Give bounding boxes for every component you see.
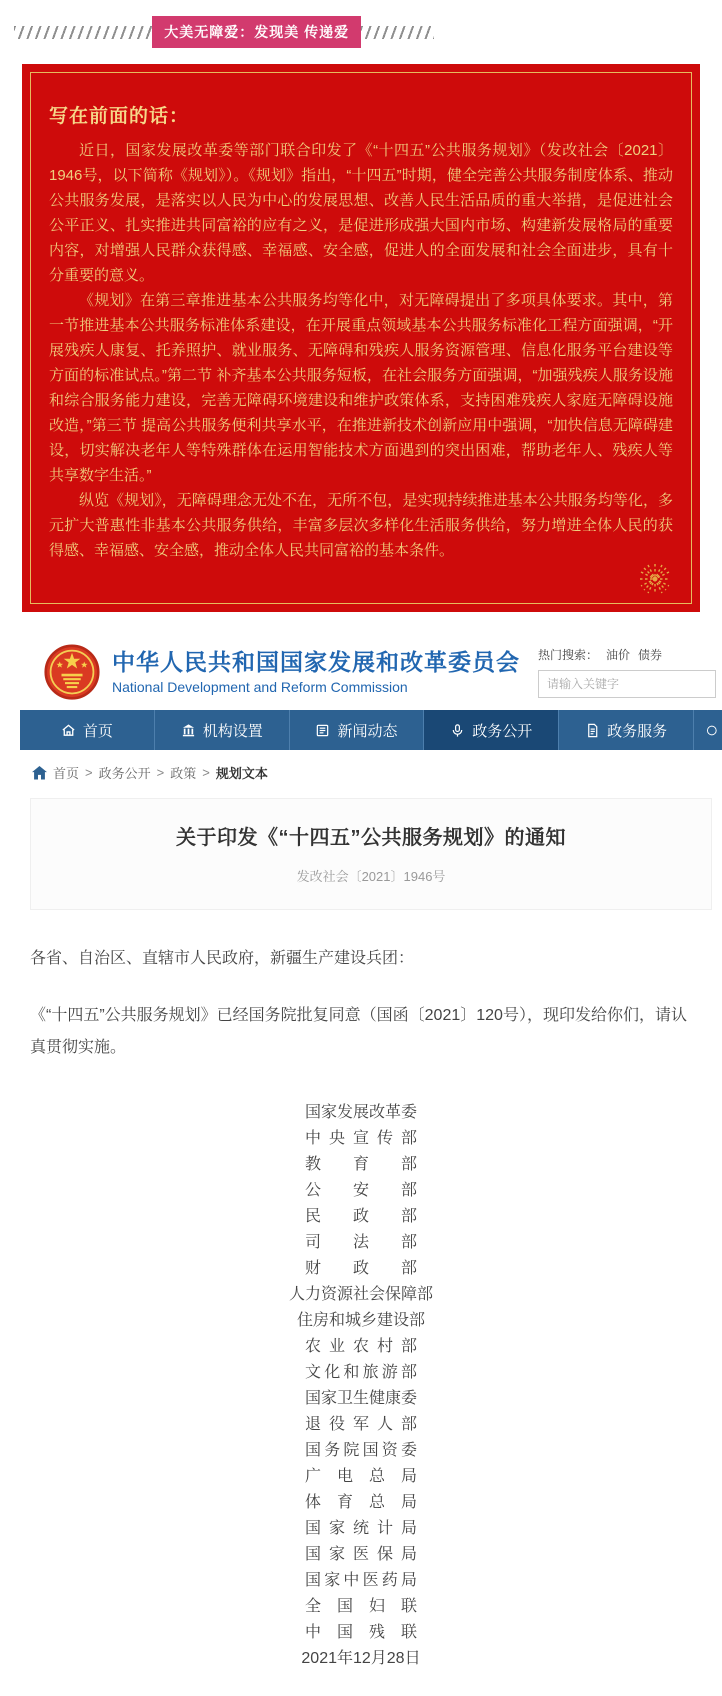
hot-search-label: 热门搜索： bbox=[538, 648, 599, 662]
breadcrumb-policy[interactable]: 政策 bbox=[170, 766, 197, 781]
signatory: 财 政 部 bbox=[305, 1260, 417, 1277]
signatory: 国 家 医 保 局 bbox=[305, 1546, 417, 1563]
salutation: 各省、自治区、直辖市人民政府，新疆生产建设兵团： bbox=[30, 950, 415, 967]
signatory: 国家卫生健康委 bbox=[304, 1390, 417, 1407]
breadcrumb-current: 规划文本 bbox=[215, 766, 268, 781]
foreword-paragraph: 近日，国家发展改革委等部门联合印发了《“十四五”公共服务规划》（发改社会〔2021〕1946号，以下简称《规划》）。《规划》指出，“十四五”时期，健全完善公共服务制度体系、推动公共服务发展，是落实以人民为中心的发展思想、改善人民生活品质的重大举措，是促进社会公平正义、扎实推进共同富裕的应有之义，是促进形成强大国内市场、构建新发展格局的重要内容，对增强人民群众获得感、幸福感、安全感，促进人的全面发展和社会全面进步，具有十分重要的意义。 bbox=[49, 142, 673, 284]
foreword-paragraph: 纵览《规划》，无障碍理念无处不在，无所不包，是实现持续推进基本公共服务均等化，多元扩大普惠性非基本公共服务供给，丰富多层次多样化生活服务供给，努力增进全体人民的获得感、幸福感、安全感，推动全体人民共同富裕的基本条件。 bbox=[49, 492, 673, 559]
breadcrumb-separator: > bbox=[156, 765, 165, 780]
breadcrumb-separator: > bbox=[202, 765, 210, 780]
site-title-en: National Development and Reform Commission bbox=[112, 678, 408, 695]
site-titles bbox=[112, 649, 520, 695]
nav-item-clipped[interactable] bbox=[693, 710, 722, 750]
signatory: 文化和旅游部 bbox=[305, 1364, 417, 1381]
signature-date: 2021年12月28日 bbox=[301, 1650, 421, 1667]
ndrc-site bbox=[20, 638, 722, 910]
nav-item-gov-service[interactable] bbox=[558, 710, 693, 750]
nav-item-home[interactable] bbox=[20, 710, 154, 750]
signatory: 国家发展改革委 bbox=[304, 1104, 417, 1121]
nav-label: 政务服务 bbox=[607, 722, 668, 740]
nav-label: 首页 bbox=[82, 722, 113, 740]
signatory: 国家中医药局 bbox=[305, 1572, 417, 1589]
foreword-inner-border bbox=[30, 72, 692, 604]
article-title: 关于印发《“十四五”公共服务规划》的通知 bbox=[176, 827, 566, 849]
signatory: 退 役 军 人 部 bbox=[305, 1416, 417, 1433]
hot-search-term[interactable]: 债券 bbox=[638, 648, 663, 662]
document-icon bbox=[585, 723, 600, 738]
signatory: 全 国 妇 联 bbox=[305, 1598, 417, 1615]
institution-icon bbox=[181, 723, 196, 738]
nav-item-gov-open[interactable] bbox=[423, 710, 558, 750]
breadcrumb-gov-open[interactable]: 政务公开 bbox=[98, 766, 151, 781]
main-nav bbox=[20, 710, 722, 750]
document-number: 发改社会〔2021〕1946号 bbox=[296, 869, 446, 884]
hatch-stripes-left bbox=[14, 26, 152, 39]
signatory: 人力资源社会保障部 bbox=[288, 1286, 433, 1303]
circle-icon bbox=[706, 723, 722, 738]
signatories-list bbox=[30, 1100, 692, 1672]
nav-label: 机构设置 bbox=[202, 722, 263, 740]
signatory: 体 育 总 局 bbox=[305, 1494, 417, 1511]
nav-item-institutions[interactable] bbox=[154, 710, 289, 750]
signatory: 国务院国资委 bbox=[305, 1442, 417, 1459]
foreword-title: 写在前面的话： bbox=[49, 106, 190, 127]
breadcrumb-separator: > bbox=[85, 765, 93, 780]
signatory: 中 国 残 联 bbox=[305, 1624, 417, 1641]
header-search-area bbox=[538, 646, 722, 698]
foreword-box bbox=[22, 64, 700, 612]
hot-search bbox=[538, 646, 716, 663]
mic-icon bbox=[450, 723, 465, 738]
signatory: 住房和城乡建设部 bbox=[296, 1312, 425, 1329]
nav-label: 新闻动态 bbox=[337, 722, 398, 740]
signatory: 中 央 宣 传 部 bbox=[305, 1130, 417, 1147]
foreword-paragraph: 《规划》在第三章推进基本公共服务均等化中，对无障碍提出了多项具体要求。其中，第一节推进基本公共服务标准体系建设，在开展重点领域基本公共服务标准化工程方面强调，“开展残疾人康复、托养照护、就业服务、无障碍和残疾人服务资源管理、信息化服务平台建设等方面的标准试点。”第二节 补齐基本公共服务短板，在社会服务方面强调，“加强残疾人服务设施和综合服务能力建设，完善无障碍环境建设和维护政策体系，支持困难残疾人家庭无障碍设施改造，”第三节 提高公共服务便利共享水平，在推进新技术创新应用中强调，“加快信息无障碍建设，切实解决老年人等特殊群体在运用智能技术方面遇到的突出困难，帮助老年人、残疾人等共享数字生活。” bbox=[49, 292, 673, 484]
breadcrumb-home[interactable]: 首页 bbox=[53, 766, 80, 781]
signatory: 司 法 部 bbox=[305, 1234, 417, 1251]
site-title-cn: 中华人民共和国国家发展和改革委员会 bbox=[112, 649, 520, 676]
home-icon bbox=[61, 723, 76, 738]
top-banner bbox=[14, 16, 434, 48]
site-header bbox=[20, 638, 722, 710]
body-paragraph: 《“十四五”公共服务规划》已经国务院批复同意（国函〔2021〕120号），现印发给你们，请认真贯彻实施。 bbox=[30, 1007, 687, 1056]
hatch-stripes-right bbox=[361, 26, 434, 39]
home-icon bbox=[32, 766, 47, 780]
signatory: 国 家 统 计 局 bbox=[305, 1520, 417, 1537]
article-header-panel bbox=[30, 798, 712, 910]
search-input[interactable] bbox=[538, 670, 716, 698]
national-emblem-logo[interactable] bbox=[44, 644, 100, 700]
signatory: 农 业 农 村 部 bbox=[305, 1338, 417, 1355]
nav-item-news[interactable] bbox=[289, 710, 424, 750]
banner-label: 大美无障爱：发现美 传递爱 bbox=[152, 16, 361, 48]
news-icon bbox=[315, 723, 330, 738]
article-body bbox=[30, 944, 692, 1672]
signatory: 广 电 总 局 bbox=[305, 1468, 417, 1485]
hot-search-term[interactable]: 油价 bbox=[606, 648, 631, 662]
breadcrumb bbox=[20, 750, 722, 794]
starburst-icon bbox=[638, 562, 672, 596]
nav-label: 政务公开 bbox=[472, 722, 533, 740]
signatory: 公 安 部 bbox=[305, 1182, 417, 1199]
signatory: 民 政 部 bbox=[305, 1208, 417, 1225]
signatory: 教 育 部 bbox=[305, 1156, 417, 1173]
